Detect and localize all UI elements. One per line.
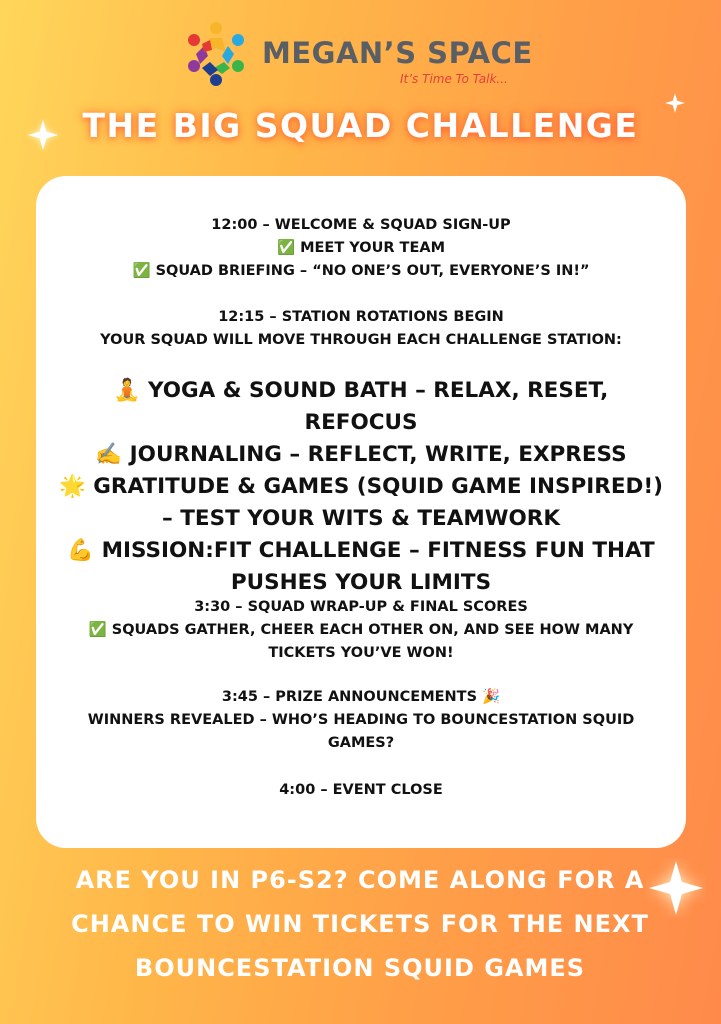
footer-call-to-action: ARE YOU IN P6-S2? COME ALONG FOR A CHANCE TO WIN TICKETS FOR THE NEXT BOUNCESTATION SQUID GAMES [71, 866, 649, 982]
wrapup-block [66, 596, 656, 665]
rotations-description: YOUR SQUAD WILL MOVE THROUGH EACH CHALLENGE STATION: [100, 332, 622, 348]
brand-tagline: It’s Time To Talk... [400, 72, 508, 86]
squad-briefing-item: ✅ SQUAD BRIEFING – “NO ONE’S OUT, EVERYONE’S IN!” [132, 263, 590, 279]
wrapup-description: ✅ SQUADS GATHER, CHEER EACH OTHER ON, AND SEE HOW MANY TICKETS YOU’VE WON! [88, 622, 634, 661]
welcome-block [36, 214, 686, 283]
wrapup-time: 3:30 – SQUAD WRAP-UP & FINAL SCORES [194, 599, 528, 615]
station-yoga: 🧘 YOGA & SOUND BATH – RELAX, RESET, REFOCUS [113, 378, 609, 435]
brand-name: MEGAN’S SPACE [262, 36, 533, 70]
meet-team-item: ✅ MEET YOUR TEAM [276, 240, 446, 256]
event-close [36, 779, 686, 802]
brand-logo [180, 18, 540, 98]
station-gratitude-games: 🌟 GRATITUDE & GAMES (SQUID GAME INSPIRED!) – TEST YOUR WITS & TEAMWORK [59, 474, 663, 531]
welcome-time: 12:00 – WELCOME & SQUAD SIGN-UP [211, 217, 511, 233]
station-mission-fit: 💪 MISSION:FIT CHALLENGE – FITNESS FUN THAT PUSHES YOUR LIMITS [67, 538, 655, 595]
schedule-card [36, 176, 686, 848]
people-circle-logo-icon [180, 18, 252, 90]
rotations-time: 12:15 – STATION ROTATIONS BEGIN [218, 309, 504, 325]
prizes-description: WINNERS REVEALED – WHO’S HEADING TO BOUNCESTATION SQUID GAMES? [87, 712, 635, 751]
prizes-time: 3:45 – PRIZE ANNOUNCEMENTS 🎉 [221, 689, 501, 705]
station-journaling: ✍️ JOURNALING – REFLECT, WRITE, EXPRESS [95, 442, 627, 467]
prizes-block [56, 686, 666, 755]
stations-list [56, 375, 666, 599]
close-time: 4:00 – EVENT CLOSE [279, 782, 443, 798]
page-title: THE BIG SQUAD CHALLENGE [82, 106, 639, 145]
rotations-block [36, 306, 686, 352]
